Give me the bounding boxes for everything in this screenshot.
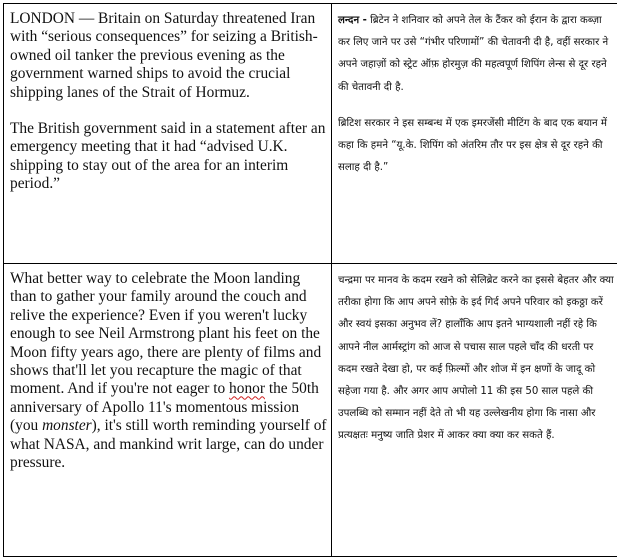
hindi-paragraph: चन्द्रमा पर मानव के कदम रखने को सेलिब्रेट करने का इससे बेहतर और क्या तरीका होगा कि आप अपने सोफ़े के इर्द गिर्द अपने परिवार को इकठ्ठा करें और स्वयं इसका अनुभव लें? हालाँकि आप इतने भाग्यशाली नहीं रहे कि आपने नील आर्मस्ट्रांग को आज से पचास साल पहले चाँद की धरती पर कदम रखते देखा हो, पर कई फ़िल्मों और शोज में इन क्षणों के जादू को सहेजा गया है. और अगर आप अपोलो 11 की इस 50 साल पहले की उपलब्धि को सम्मान नहीं देते तो भी यह उल्लेखनीय होगा कि नासा और प्रत्यक्षतः मनुष्य जाति प्रेशर में आकर क्या क्या कर सकते हैं. xyxy=(338,275,614,442)
english-cell xyxy=(4,264,332,557)
english-paragraph: LONDON — Britain on Saturday threatened Iran with “serious consequences” for seizing a British-owned oil tanker the previous evening as the government warned ships to avoid the crucial shipping lanes of the Strait of Hormuz. xyxy=(10,10,318,101)
hindi-paragraph xyxy=(338,10,614,99)
hindi-cell xyxy=(332,264,617,557)
english-text: What better way to celebrate the Moon landing than to gather your family around the couch and relive the experience? Even if you weren't lucky enough to see Neil Armstrong plant his feet on the Moon fifty years ago, there are plenty of films and shows that'll let you recapture the magic of that moment. And if you're not eager to xyxy=(10,270,322,398)
english-paragraph xyxy=(10,270,327,472)
english-paragraph: The British government said in a statement after an emergency meeting that it had “advised U.K. shipping to stay out of the area for an interim period.” xyxy=(10,120,326,193)
english-text: ), it's still worth reminding yourself of what NASA, and mankind writ large, can do under pressure. xyxy=(10,417,327,472)
document-page xyxy=(3,3,613,555)
translation-table xyxy=(3,3,617,557)
hindi-paragraph: ब्रिटिश सरकार ने इस सम्बन्ध में एक इमरजेंसी मीटिंग के बाद एक बयान में कहा कि हमने “यू.के. शिपिंग को अंतरिम तौर पर इस क्षेत्र से दूर रहने की सलाह दी है.” xyxy=(338,117,607,174)
english-cell xyxy=(4,4,332,264)
hindi-cell xyxy=(332,4,617,264)
hindi-text: ब्रिटेन ने शनिवार को अपने तेल के टैंकर को ईरान के द्वारा कब्ज़ा कर लिए जाने पर उसे “गंभीर परिणामों” की चेतावनी दी है, वहीं सरकार ने अपने जहाज़ों को स्ट्रेट ऑफ़ होरमुज़ की महत्वपूर्ण शिपिंग लेन्स से दूर रहने की चेतावनी दी है. xyxy=(338,15,609,93)
english-text: the 50th anniversary of Apollo 11's momentous mission (you xyxy=(10,380,319,435)
italic-word: monster xyxy=(42,417,92,435)
table-row xyxy=(4,264,617,557)
dateline: लन्दन - xyxy=(338,15,367,26)
table-row xyxy=(4,4,617,264)
spellcheck-underlined-word: honor xyxy=(229,380,265,398)
